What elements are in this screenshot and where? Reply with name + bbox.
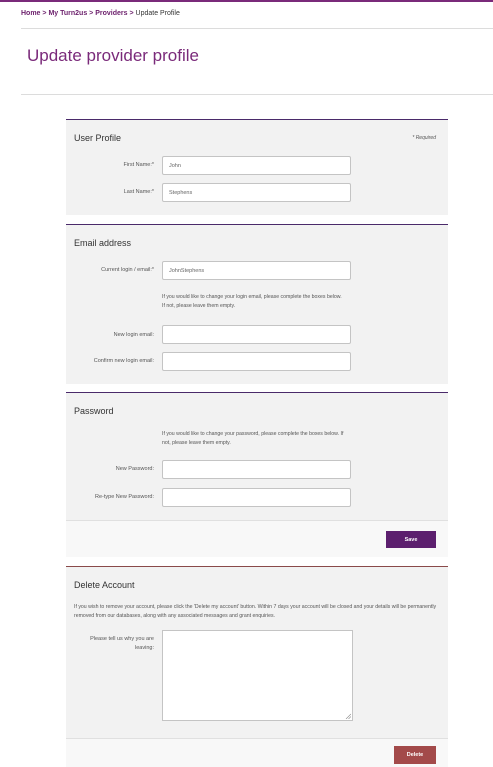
top-accent-bar [0, 0, 493, 2]
required-note: * Required [412, 135, 436, 141]
breadcrumb-providers-link[interactable]: Providers [95, 10, 128, 17]
breadcrumb-separator: > [129, 10, 134, 17]
password-help-text: If you would like to change your password, please complete the boxes below. If not, please leave them empty. [162, 431, 344, 446]
new-email-label: New login email: [113, 332, 154, 338]
user-profile-title: User Profile [74, 133, 122, 143]
delete-button[interactable]: Delete [394, 746, 436, 764]
breadcrumb-separator: > [42, 10, 47, 17]
save-button[interactable]: Save [386, 531, 436, 548]
new-email-input[interactable] [162, 325, 351, 344]
password-panel [66, 392, 448, 520]
last-name-input[interactable] [162, 183, 351, 202]
delete-account-panel [66, 566, 448, 738]
email-title: Email address [74, 238, 132, 248]
email-panel [66, 224, 448, 384]
leave-reason-textarea[interactable] [162, 630, 353, 721]
page-title: Update provider profile [27, 46, 199, 65]
last-name-label: Last Name:* [123, 189, 154, 195]
title-divider [21, 94, 493, 95]
user-profile-panel [66, 119, 448, 215]
first-name-input[interactable] [162, 156, 351, 175]
breadcrumb-current: Update Profile [135, 10, 180, 17]
breadcrumb [21, 10, 180, 17]
delete-account-title: Delete Account [74, 580, 135, 590]
delete-account-description: If you wish to remove your account, please click the 'Delete my account' button. Within 7 days your account will be closed and your details will be permanently removed from our databases, along with any associated messages and grant enquiries. [74, 604, 437, 619]
password-title: Password [74, 406, 114, 416]
breadcrumb-home-link[interactable]: Home [21, 10, 41, 17]
leave-reason-label: Please tell us why you are leaving: [90, 636, 154, 651]
retype-password-input[interactable] [162, 488, 351, 507]
delete-bar [66, 738, 448, 767]
header-divider [21, 28, 493, 29]
email-help-text: If you would like to change your login email, please complete the boxes below. If not, please leave them empty. [162, 294, 342, 309]
save-bar [66, 520, 448, 557]
confirm-email-label: Confirm new login email: [93, 358, 154, 364]
breadcrumb-my-turn2us-link[interactable]: My Turn2us [48, 10, 88, 17]
current-email-label: Current login / email:* [101, 267, 154, 273]
confirm-email-input[interactable] [162, 352, 351, 371]
retype-password-label: Re-type New Password: [95, 494, 154, 500]
current-email-input[interactable] [162, 261, 351, 280]
new-password-label: New Password: [115, 466, 154, 472]
new-password-input[interactable] [162, 460, 351, 479]
first-name-label: First Name:* [123, 162, 154, 168]
resize-grip-icon[interactable] [345, 713, 351, 719]
breadcrumb-separator: > [89, 10, 94, 17]
